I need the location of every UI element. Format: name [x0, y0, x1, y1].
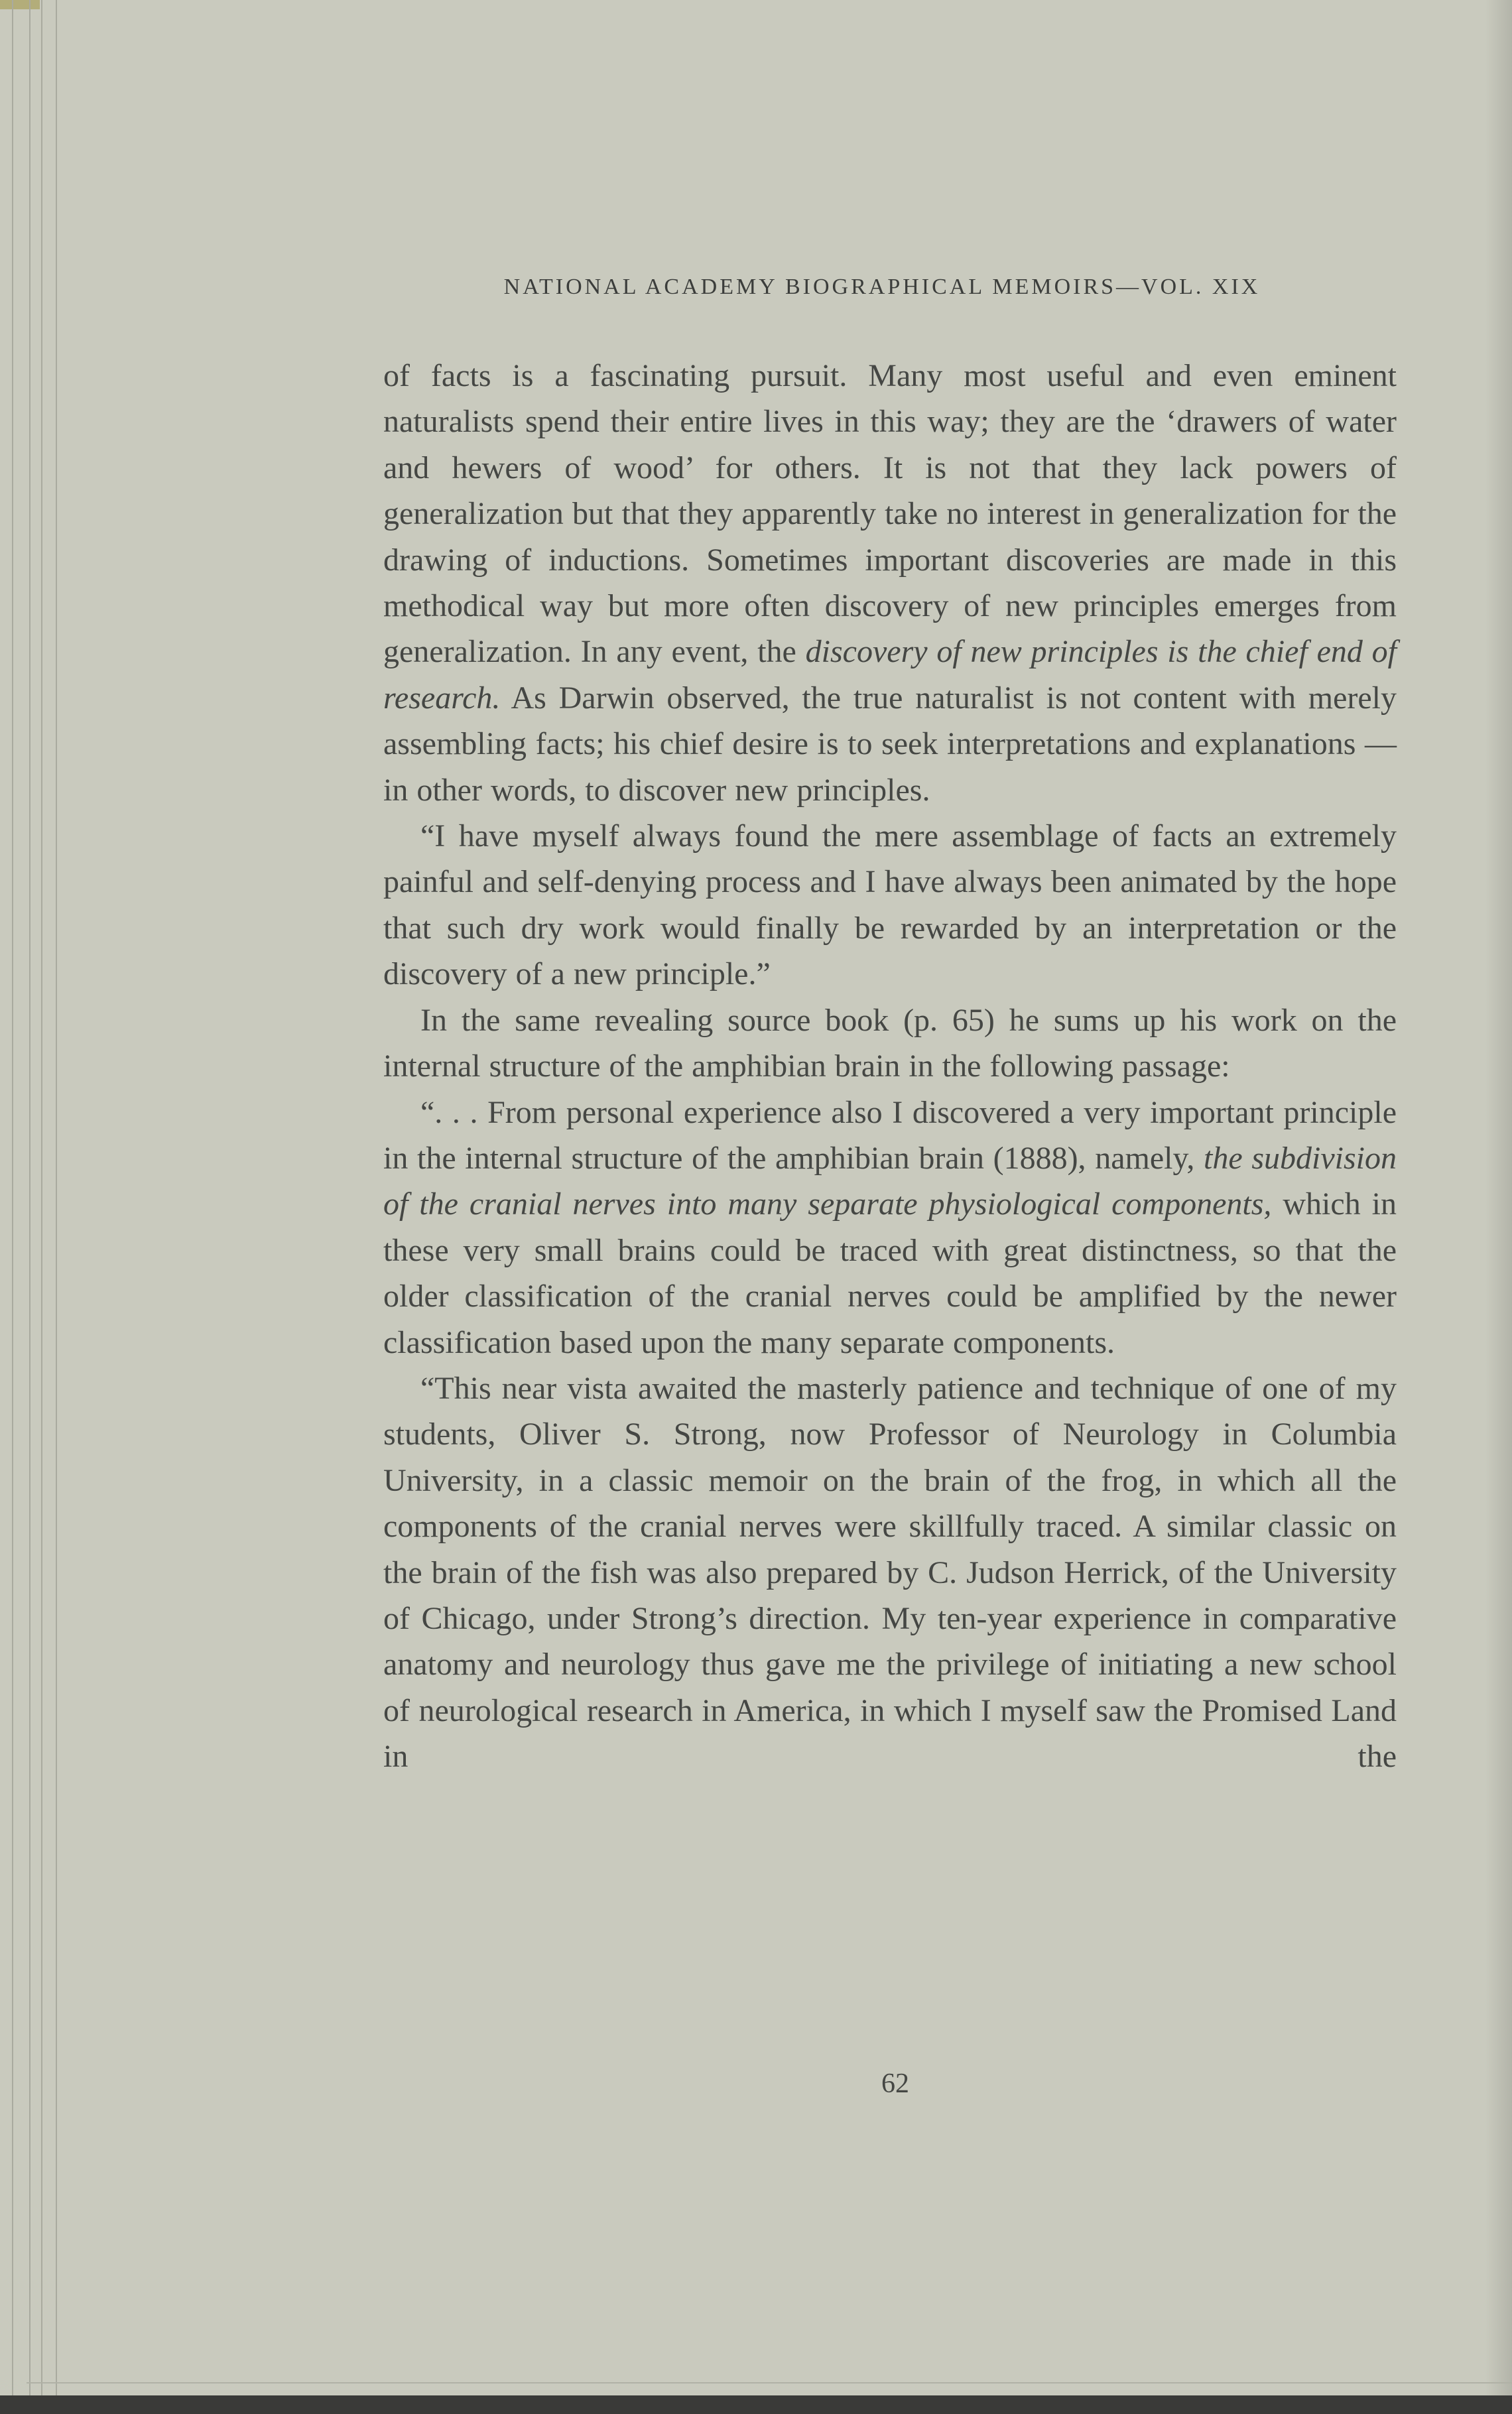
corner-mark — [0, 0, 40, 9]
running-head: NATIONAL ACADEMY BIOGRAPHICAL MEMOIRS—VOL. XIX — [503, 275, 1261, 299]
paragraph-1-italic: discovery of new principles is the chief end of research. — [383, 634, 1397, 716]
paragraph-4-text-a: “. . . From personal experience also I discovered a very important principle in the internal structure of the amphibian brain (1888), namely, — [383, 1094, 1397, 1176]
paragraph-4-italic: the subdivision of the cranial nerves into many separate physiological components, — [383, 1140, 1397, 1222]
bottom-edge-line — [27, 2382, 1512, 2383]
paragraph-3: In the same revealing source book (p. 65) he sums up his work on the internal structure of the amphibian brain in the following passage: — [383, 1002, 1397, 1084]
binding-edge-line — [56, 0, 57, 2395]
paragraph-1 — [383, 353, 1397, 813]
body-text — [383, 353, 1397, 1780]
paragraph-1-text-a: of facts is a fascinating pursuit. Many most useful and even eminent naturalists spend their entire lives in this way; they are the ‘drawers of water and hewers of wood’ for others. It is not that they lack powers of generalization but that they apparently take no interest in generalization for the drawing of inductions. Sometimes important discoveries are made in this methodical way but more often discovery of new principles emerges from generalization. In any event, the — [383, 358, 1397, 670]
binding-edge-line — [12, 0, 13, 2395]
paragraph-4 — [383, 1090, 1397, 1366]
page-number: 62 — [881, 2068, 909, 2099]
paragraph-2: “I have myself always found the mere assemblage of facts an extremely painful and self-denying process and I have always been animated by the hope that such dry work would finally be rewarded by an interpretation or the discovery of a new principle.” — [383, 818, 1397, 992]
page-edge-shadow — [1485, 0, 1512, 2395]
paragraph-5: “This near vista awaited the masterly patience and technique of one of my students, Oliver S. Strong, now Professor of Neurology in Columbia University, in a classic memoir on the brain of the frog, in which all the components of the cranial nerves were skillfully traced. A similar classic on the brain of the fish was also prepared by C. Judson Herrick, of the University of Chicago, under Strong’s direction. My ten-year experience in comparative anatomy and neurology thus gave me the privilege of initiating a new school of neurological research in America, in which I myself saw the Promised Land in the — [383, 1370, 1397, 1775]
binding-edge-line — [41, 0, 42, 2395]
paragraph-4-text-b: which in these very small brains could be traced with great distinctness, so that the older classification of the cranial nerves could be amplified by the newer classification based upon the many separate components. — [383, 1186, 1397, 1360]
paragraph-1-text-b: As Darwin observed, the true naturalist is not content with merely assembling facts; his chief desire is to seek interpretations and explanations —in other words, to discover new principles. — [383, 680, 1397, 808]
binding-edge-line — [29, 0, 31, 2395]
